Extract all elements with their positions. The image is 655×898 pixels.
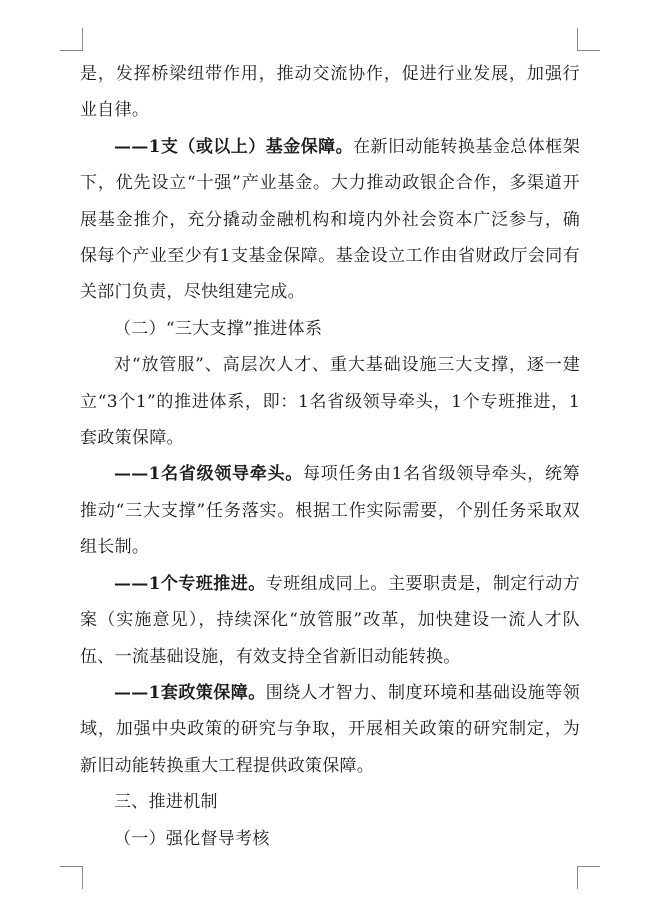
crop-mark-top-left: [60, 28, 83, 51]
paragraph-policy-guarantee: [80, 675, 580, 784]
paragraph-text: 是，发挥桥梁纽带作用，推动交流协作，促进行业发展，加强行业自律。: [80, 64, 580, 121]
paragraph-provincial-leader: [80, 456, 580, 565]
paragraph-text: 在新旧动能转换基金总体框架下，优先设立“十强”产业基金。大力推动政银企合作，多渠道开展基金推介，充分撬动金融机构和境内外社会资本广泛参与，确保每个产业至少有1支基金保障。基金设立工作由省财政厅会同有关部门负责，尽快组建完成。: [80, 136, 580, 303]
crop-mark-top-right: [577, 28, 600, 51]
paragraph-text: 围绕人才智力、制度环境和基础设施等领域，加强中央政策的研究与争取，开展相关政策的研究制定，为新旧动能转换重大工程提供政策保障。: [80, 682, 580, 776]
paragraph-lead-bold: ——1套政策保障。: [114, 682, 266, 703]
section-heading-three-supports: [80, 311, 580, 347]
heading-text: （一）强化督导考核: [114, 828, 270, 849]
paragraph-lead-bold: ——1名省级领导牵头。: [114, 464, 303, 485]
heading-text: （二）“三大支撑”推进体系: [114, 318, 323, 339]
paragraph-lead-bold: ——1个专班推进。: [114, 573, 266, 594]
crop-mark-bottom-left: [60, 866, 83, 889]
paragraph-text: 对“放管服”、高层次人才、重大基础设施三大支撑，逐一建立“3个1”的推进体系，即：1名省级领导牵头，1个专班推进，1套政策保障。: [80, 355, 580, 449]
paragraph-lead-bold: ——1支（或以上）基金保障。: [114, 136, 354, 157]
section-heading-mechanism: [80, 784, 580, 820]
section-heading-supervision: [80, 821, 580, 857]
paragraph-continuation: [80, 56, 580, 129]
crop-mark-bottom-right: [577, 866, 600, 889]
paragraph-text: 专班组成同上。主要职责是，制定行动方案（实施意见），持续深化“放管服”改革，加快建设一流人才队伍、一流基础设施，有效支持全省新旧动能转换。: [80, 573, 580, 667]
document-body: [80, 56, 580, 857]
paragraph-task-force: [80, 566, 580, 675]
paragraph-text: 每项任务由1名省级领导牵头，统筹推动“三大支撑”任务落实。根据工作实际需要，个别任务采取双组长制。: [80, 464, 580, 558]
paragraph-fund-guarantee: [80, 129, 580, 311]
heading-text: 三、推进机制: [114, 792, 218, 813]
paragraph-three-supports-intro: [80, 347, 580, 456]
